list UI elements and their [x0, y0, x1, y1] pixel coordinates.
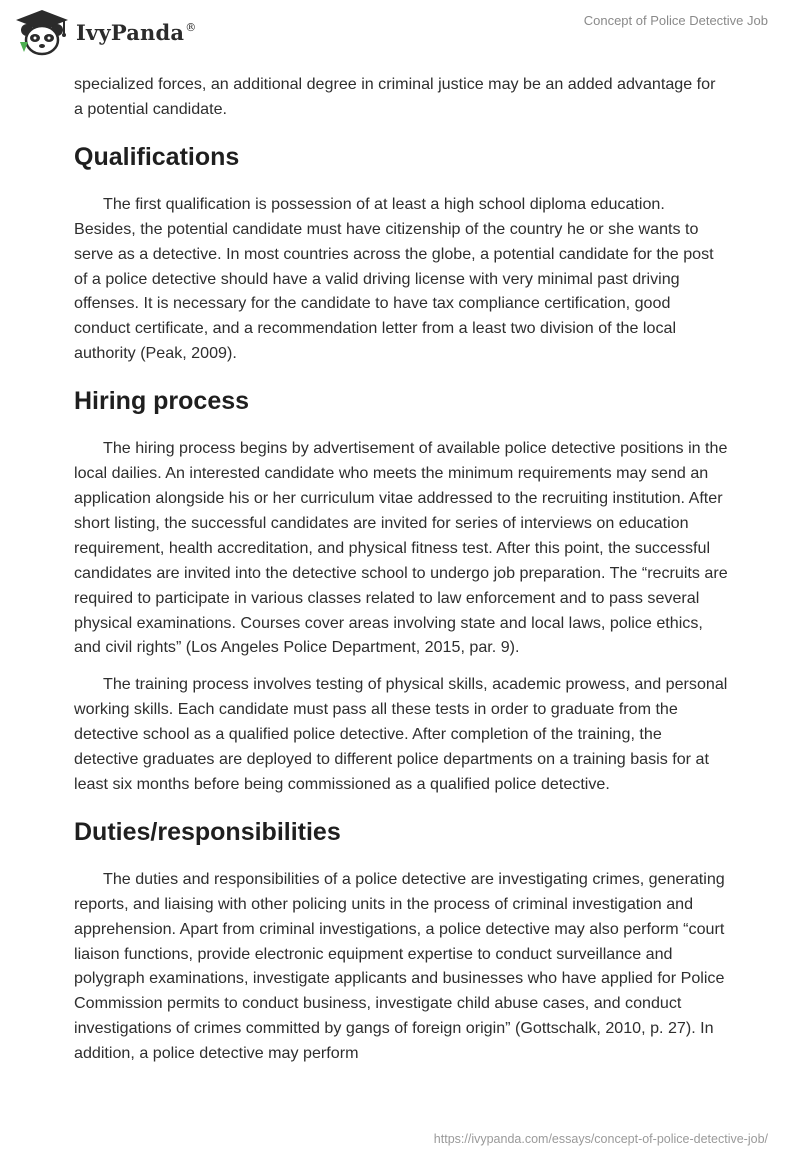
- source-url[interactable]: https://ivypanda.com/essays/concept-of-police-detective-job/: [433, 1132, 768, 1146]
- intro-paragraph: specialized forces, an additional degree in criminal justice may be an added advantage for a potential candidate.: [74, 75, 716, 118]
- paragraph: The duties and responsibilities of a police detective are investigating crimes, generating reports, and liaising with other policing units in the process of criminal investigation and apprehension. Apart from criminal investigations, a police detective may also perform “court liaison functions, provide electronic equipment expertise to conduct surveillance and polygraph examinations, investigate applicants and businesses who have applied for Police Commission permits to conduct business, investigate child abuse cases, and conduct investigations of crimes committed by gangs of foreign origin” (Gottschalk, 2010, p. 27). In addition, a police detective may perform: [74, 869, 725, 1063]
- paragraph: The first qualification is possession of at least a high school diploma education. Besides, the potential candidate must have citizenship of the country he or she wants to serve as a detective. In most countries across the globe, a potential candidate for the post of a police detective should have a valid driving license with very minimal past driving offenses. It is necessary for the candidate to have tax compliance certification, good conduct certificate, and a recommendation letter from a least two division of the local authority (Peak, 2009).: [74, 194, 714, 363]
- brand-text: IvyPanda: [76, 19, 185, 45]
- paragraph: The hiring process begins by advertisement of available police detective positions in the local dailies. An interested candidate who meets the minimum requirements may send an application alongside his or her curriculum vitae addressed to the recruiting institution. After short listing, the successful candidates are invited for series of interviews on education requirement, health accreditation, and physical fitness test. After this point, the successful candidates are invited into the detective school to undergo job preparation. The “recruits are required to participate in various classes related to law enforcement and to pass several physical examinations. Courses cover areas involving state and local laws, police ethics, and civil rights” (Los Angeles Police Department, 2015, par. 9).: [74, 439, 728, 657]
- section-heading-qualifications: Qualifications: [74, 142, 240, 171]
- section-heading-duties: Duties/responsibilities: [74, 817, 341, 846]
- registered-mark: ®: [185, 20, 197, 34]
- panda-graduation-cap-icon: [14, 8, 70, 56]
- brand-name: [76, 20, 196, 45]
- brand-logo[interactable]: [14, 8, 196, 56]
- document-title: Concept of Police Detective Job: [583, 13, 768, 28]
- section-heading-hiring-process: Hiring process: [74, 387, 250, 416]
- page-header: [0, 0, 800, 64]
- paragraph: The training process involves testing of physical skills, academic prowess, and personal working skills. Each candidate must pass all these tests in order to graduate from the detective school as a qualified police detective. After completion of the training, the detective graduates are deployed to different police departments on a training basis for at least six months before being commissioned as a qualified police detective.: [74, 675, 728, 793]
- essay-content: [74, 72, 728, 1078]
